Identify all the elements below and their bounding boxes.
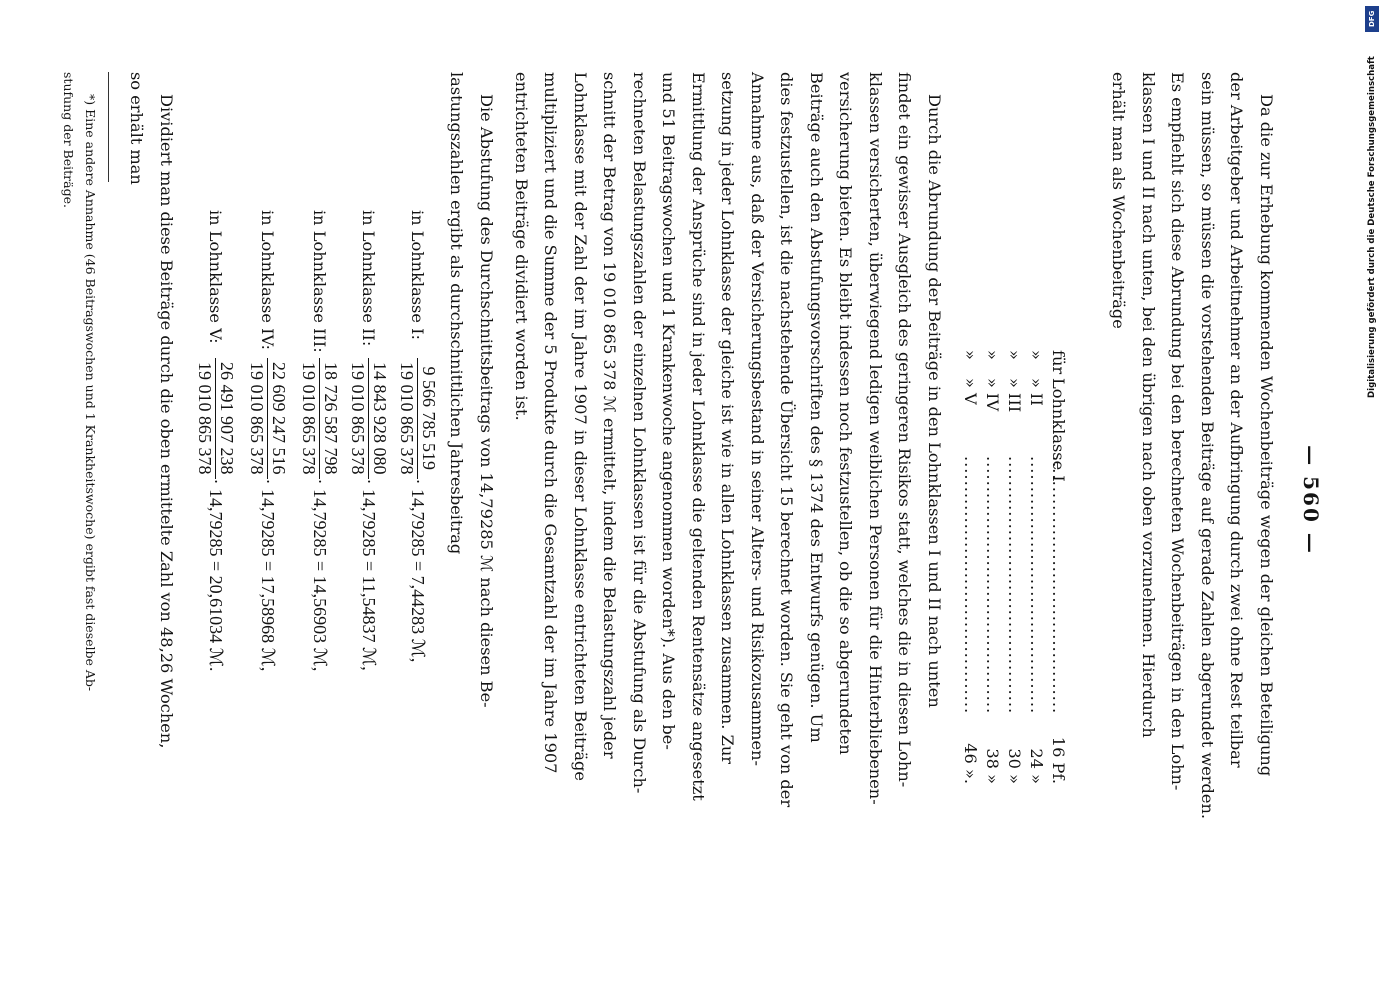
equation-row <box>194 210 237 671</box>
text-line: so erhält man <box>127 72 147 185</box>
rate-prefix: » <box>1027 350 1046 360</box>
equation-result: · 14,79285 = 14,56903 ℳ, <box>310 478 330 672</box>
text-line: rechneten Belastungszahlen der einzelnen Lohnklassen ist für die Abstufung als Durch- <box>630 72 649 794</box>
fraction <box>298 358 341 479</box>
equation-row <box>347 210 390 671</box>
rate-class: Lohnklasse I <box>1049 378 1068 482</box>
leader-dots: .......................................... <box>961 456 980 715</box>
numerator: 18 726 587 798 <box>319 358 341 479</box>
denominator: 19 010 865 378 <box>299 362 319 475</box>
digitization-credit-strip <box>1362 6 1382 396</box>
text-line: multipliziert und die Summe der 5 Produkte durch die Gesamtzahl der im Jahre 1907 <box>541 72 561 774</box>
footnote-line: stufung der Beiträge. <box>61 72 76 208</box>
equation-result: · 14,79285 = 20,61034 ℳ. <box>206 478 226 672</box>
text-line: klassen I und II nach unten, bei den übrigen nach oben vorzunehmen. Hierdurch <box>1139 72 1158 738</box>
text-line: Ermittlung der Ansprüche sind in jeder Lohnklasse die geltenden Rentensätze angesetzt <box>689 72 708 801</box>
leader-dots: .......................................... <box>1005 456 1024 715</box>
rate-prefix: » <box>983 350 1002 360</box>
rate-prefix: für <box>1049 350 1068 375</box>
dfg-logo: DFG <box>1365 6 1379 32</box>
equation-label: in Lohnklasse II: <box>359 210 378 347</box>
rate-class: » IV <box>983 378 1002 412</box>
page-number: — 560 — <box>1299 445 1323 555</box>
text-line: Es empfiehlt sich diese Abrundung bei den berechneten Wochenbeiträgen in den Lohn- <box>1168 72 1188 791</box>
text-line: Annahme aus, daß der Versicherungsbestand in seiner Alters- und Risikozusammen- <box>748 72 767 766</box>
footnote <box>57 72 101 932</box>
numerator: 9 566 785 519 <box>417 358 439 479</box>
rate-class: » III <box>1005 378 1024 413</box>
rate-row <box>1047 350 1069 784</box>
text-line: schnitt der Betrag von 19 010 865 378 ℳ ermittelt, indem die Belastungszahl jeder <box>600 72 620 759</box>
closing-paragraph <box>122 72 181 930</box>
text-line: klassen versicherten, überwiegend ledigen weiblichen Personen für die Hinterbliebenen- <box>866 72 885 805</box>
fraction <box>396 358 439 479</box>
fraction <box>246 358 289 479</box>
equation-row <box>298 210 341 671</box>
rate-prefix: » <box>1005 350 1024 360</box>
leader-dots: .......................................... <box>1049 456 1068 715</box>
numerator: 22 609 247 516 <box>267 358 289 479</box>
text-line: Die Abstufung des Durchschnittsbeitrags von 14,79285 ℳ nach diesen Be- <box>477 94 496 708</box>
text-line: Durch die Abrundung der Beiträge in den Lohnklassen I und II nach unten <box>925 94 944 708</box>
equation-label: in Lohnklasse III: <box>310 210 329 353</box>
document-page <box>41 50 1341 950</box>
text-line: lastungszahlen ergibt als durchschnittlichen Jahresbeitrag <box>447 72 467 555</box>
text-line: setzung in jeder Lohnklasse der gleiche ist wie in allen Lohnklassen zusammen. Zur <box>718 72 738 764</box>
rate-value: 46 ». <box>961 743 980 784</box>
numerator: 26 491 907 238 <box>215 358 237 479</box>
abstufung-paragraph <box>442 72 501 930</box>
text-line: findet ein gewisser Ausgleich des geringeren Risikos statt, welches die in diesen Lohn- <box>895 72 915 788</box>
text-line: Beiträge auch den Abstufungsvorschriften des § 1374 des Entwurfs genügen. Um <box>807 72 826 743</box>
rate-row <box>959 350 981 784</box>
equation-result: · 14,79285 = 17,58968 ℳ, <box>258 478 278 672</box>
fraction <box>194 358 237 479</box>
numerator: 14 843 928 080 <box>368 358 390 479</box>
rate-class: » V <box>961 378 980 405</box>
rate-value: 30 » <box>1005 748 1024 784</box>
rate-row <box>1003 350 1025 784</box>
text-line: dies festzustellen, ist die nachstehende Übersicht 15 berechnet worden. Sie geht von der <box>777 72 797 808</box>
equation-label: in Lohnklasse IV: <box>258 210 277 350</box>
rate-row <box>981 350 1003 784</box>
text-line: versicherung bieten. Es bleibt indessen noch festzustellen, ob die so abgerundeten <box>836 72 856 755</box>
rate-value: 16 Pf. <box>1049 736 1068 784</box>
text-line: der Arbeitgeber und Arbeitnehmer an der Aufbringung durch zwei ohne Rest teilbar <box>1227 72 1247 768</box>
equation-result: · 14,79285 = 7,44283 ℳ, <box>408 478 428 663</box>
rate-prefix: » <box>961 350 980 360</box>
leader-dots: .......................................... <box>983 456 1002 715</box>
rate-value: 38 » <box>983 748 1002 784</box>
equation-label: in Lohnklasse V: <box>206 210 225 344</box>
text-line: Lohnklasse mit der Zahl der im Jahre 1907 in dieser Lohnklasse entrichteten Beiträge <box>571 72 590 781</box>
equation-result: · 14,79285 = 11,54837 ℳ, <box>359 478 379 671</box>
rate-class: » II <box>1027 378 1046 406</box>
denominator: 19 010 865 378 <box>348 362 368 475</box>
equation-label: in Lohnklasse I: <box>408 210 427 340</box>
intro-paragraph <box>1104 72 1281 930</box>
text-line: Dividiert man diese Beiträge durch die oben ermittelte Zahl von 48,26 Wochen, <box>157 94 176 749</box>
text-line: erhält man als Wochenbeiträge <box>1109 72 1129 329</box>
denominator: 19 010 865 378 <box>247 362 267 475</box>
digitization-credit: Digitalisierung gefördert durch die Deutsche Forschungsgemeinschaft <box>1367 56 1377 398</box>
fraction <box>347 358 390 479</box>
text-line: sein müssen, so müssen die vorstehenden Beiträge auf gerade Zahlen abgerundet werden. <box>1198 72 1217 820</box>
footnote-divider <box>108 72 109 182</box>
denominator: 19 010 865 378 <box>397 362 417 475</box>
body-paragraph <box>507 72 950 930</box>
text-line: entrichteten Beiträge dividiert worden ist. <box>512 72 531 421</box>
weekly-rates-list <box>959 350 1069 784</box>
footnote-line: *) Eine andere Annahme (46 Beitragswochen und 1 Krankheitswoche) ergibt fast dieselbe Ab- <box>83 94 98 692</box>
text-line: und 51 Beitragswochen und 1 Krankenwoche angenommen worden*). Aus den be- <box>659 72 679 750</box>
text-line: Da die zur Erhebung kommenden Wochenbeiträge wegen der gleichen Beteiligung <box>1257 94 1276 777</box>
equation-row <box>246 210 289 671</box>
denominator: 19 010 865 378 <box>195 362 215 475</box>
rate-row <box>1025 350 1047 784</box>
equation-row <box>396 210 439 662</box>
leader-dots: .......................................... <box>1027 456 1046 715</box>
rate-value: 24 » <box>1027 748 1046 784</box>
